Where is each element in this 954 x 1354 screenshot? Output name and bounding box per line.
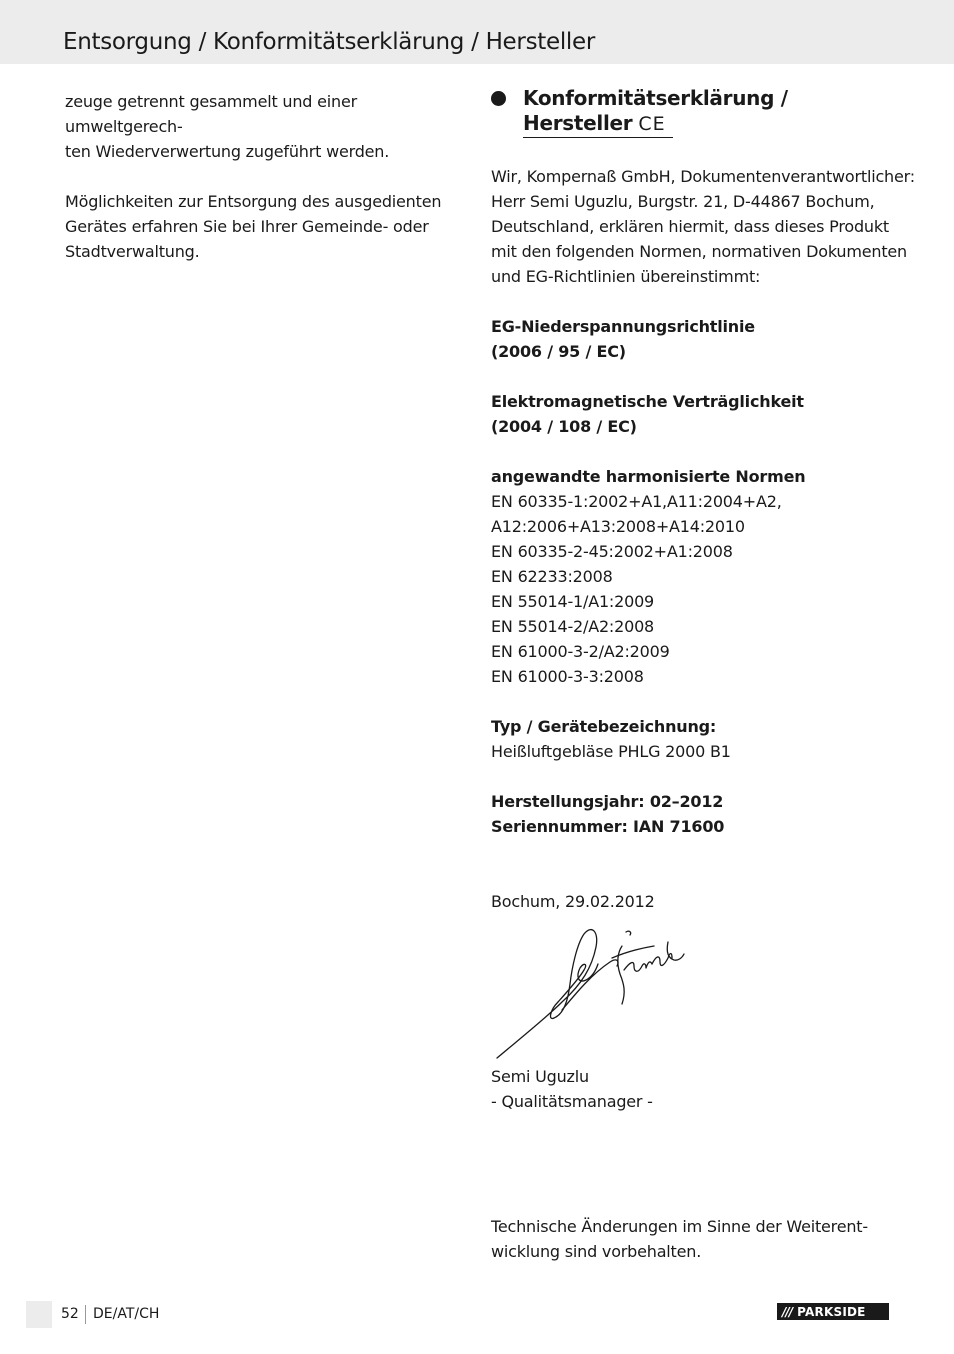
disclaimer [491, 1214, 901, 1264]
ce-mark-icon: CE [638, 113, 666, 135]
norm-item: EN 55014-2/A2:2008 [491, 617, 655, 636]
disclaimer-line: Technische Änderungen im Sinne der Weiterent- [491, 1217, 868, 1236]
heading-line-1: Konformitätserklärung / [523, 86, 788, 110]
norms-block [491, 464, 901, 689]
footer-languages: DE/AT/CH [93, 1306, 160, 1322]
norm-item: EN 60335-1:2002+A1,A11:2004+A2, [491, 492, 782, 511]
type-value: Heißluftgebläse PHLG 2000 B1 [491, 742, 731, 761]
intro-line: mit den folgenden Normen, normativen Dokumenten [491, 242, 907, 261]
production-year: Herstellungsjahr: 02–2012 [491, 792, 724, 811]
page-title: Entsorgung / Konformitätserklärung / Hersteller [63, 29, 596, 55]
place-date [491, 889, 901, 914]
intro-paragraph [491, 164, 915, 289]
production-block [491, 789, 901, 839]
type-block [491, 714, 901, 764]
logo-text: PARKSIDE [797, 1304, 866, 1319]
norms-heading: angewandte harmonisierte Normen [491, 467, 806, 486]
norm-item: EN 61000-3-2/A2:2009 [491, 642, 670, 661]
intro-line: Herr Semi Uguzlu, Burgstr. 21, D-44867 Bochum, [491, 192, 875, 211]
signature-image [492, 922, 692, 1064]
heading-line-2: Hersteller [523, 111, 633, 135]
left-column [65, 89, 470, 289]
norm-item: EN 60335-2-45:2002+A1:2008 [491, 542, 733, 561]
norm-item: EN 55014-1/A1:2009 [491, 592, 655, 611]
directive-code: (2004 / 108 / EC) [491, 417, 637, 436]
directive-emc [491, 389, 901, 439]
type-heading: Typ / Gerätebezeichnung: [491, 717, 717, 736]
paragraph-disposal-end: zeuge getrennt gesammelt und einer umweltgerech- ten Wiederverwertung zugeführt werden. [65, 92, 390, 161]
directive-low-voltage [491, 314, 901, 364]
page-number: 52 [61, 1306, 79, 1322]
intro-line: Deutschland, erklären hiermit, dass dieses Produkt [491, 217, 889, 236]
bullet-icon [491, 91, 506, 106]
norm-item: A12:2006+A13:2008+A14:2010 [491, 517, 745, 536]
parkside-logo [777, 1303, 889, 1320]
norm-item: EN 62233:2008 [491, 567, 613, 586]
norm-item: EN 61000-3-3:2008 [491, 667, 644, 686]
footer-divider [85, 1305, 86, 1324]
signer-role: - Qualitätsmanager - [491, 1092, 653, 1111]
place-date-text: Bochum, 29.02.2012 [491, 892, 655, 911]
section-heading-text [523, 86, 853, 137]
signer-block [491, 1064, 901, 1114]
intro-line: Wir, Kompernaß GmbH, Dokumentenverantwortlicher: [491, 167, 915, 186]
footer-marker [26, 1301, 52, 1328]
directive-title: Elektromagnetische Verträglichkeit [491, 392, 804, 411]
logo-slashes: /// [782, 1304, 793, 1319]
serial-number: Seriennummer: IAN 71600 [491, 817, 725, 836]
intro-line: und EG-Richtlinien übereinstimmt: [491, 267, 761, 286]
heading-underline [523, 137, 673, 138]
signer-name: Semi Uguzlu [491, 1067, 589, 1086]
directive-code: (2006 / 95 / EC) [491, 342, 626, 361]
paragraph-disposal-info: Möglichkeiten zur Entsorgung des ausgedienten Gerätes erfahren Sie bei Ihrer Gemeinde- oder Stadtverwaltung. [65, 192, 442, 261]
disclaimer-line: wicklung sind vorbehalten. [491, 1242, 702, 1261]
directive-title: EG-Niederspannungsrichtlinie [491, 317, 755, 336]
page-header [0, 0, 954, 64]
